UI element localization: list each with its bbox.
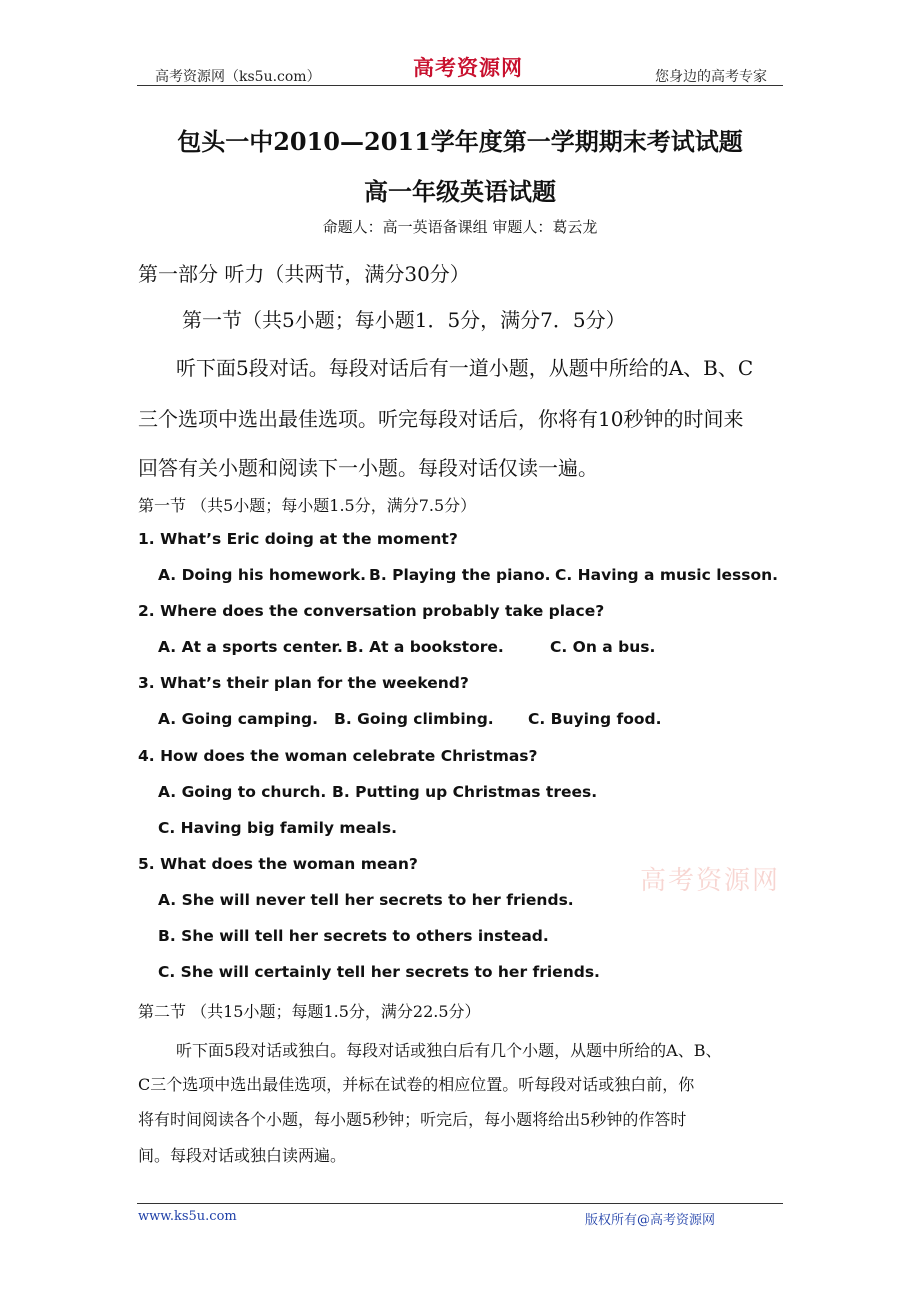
question-5-option-a: A. She will never tell her secrets to her friends. xyxy=(158,891,574,909)
instructions-line-2: 三个选项中选出最佳选项。听完每段对话后，你将有10秒钟的时间来 xyxy=(138,407,744,431)
question-5-option-b: B. She will tell her secrets to others instead. xyxy=(158,927,549,945)
footer-copyright: 版权所有@高考资源网 xyxy=(585,1213,716,1228)
question-2-option-c: C. On a bus. xyxy=(550,638,656,656)
question-1-option-a: A. Doing his homework. xyxy=(158,566,367,584)
question-2: 2. Where does the conversation probably take place? xyxy=(138,602,605,620)
question-3-option-a: A. Going camping. xyxy=(158,710,319,728)
question-4-option-c: C. Having big family meals. xyxy=(158,819,397,837)
header-right-text: 您身边的高考专家 xyxy=(655,69,767,85)
section2-instructions-line-4: 间。每段对话或独白读两遍。 xyxy=(138,1146,347,1165)
section2-instructions-line-2: C三个选项中选出最佳选项，并标在试卷的相应位置。听每段对话或独白前，你 xyxy=(138,1075,695,1094)
section1-repeat-heading: 第一节 （共5小题；每小题1.5分，满分7.5分） xyxy=(138,496,477,515)
footer-divider xyxy=(137,1203,783,1204)
page-subtitle: 高一年级英语试题 xyxy=(364,177,556,206)
question-5-option-c: C. She will certainly tell her secrets to her friends. xyxy=(158,963,600,981)
section1-heading: 第一节（共5小题；每小题1．5分，满分7．5分） xyxy=(182,308,626,332)
question-1: 1. What’s Eric doing at the moment? xyxy=(138,530,458,548)
question-3: 3. What’s their plan for the weekend? xyxy=(138,674,469,692)
question-4-option-b: B. Putting up Christmas trees. xyxy=(332,783,598,801)
instructions-line-3: 回答有关小题和阅读下一小题。每段对话仅读一遍。 xyxy=(138,456,598,480)
question-5: 5. What does the woman mean? xyxy=(138,855,418,873)
question-4-option-a: A. Going to church. xyxy=(158,783,327,801)
question-2-option-b: B. At a bookstore. xyxy=(346,638,504,656)
section2-instructions-line-1: 听下面5段对话或独白。每段对话或独白后有几个小题，从题中所给的A、B、 xyxy=(176,1041,722,1060)
part1-heading: 第一部分 听力（共两节，满分30分） xyxy=(138,262,470,286)
footer-link[interactable]: www.ks5u.com xyxy=(138,1209,237,1224)
question-2-option-a: A. At a sports center. xyxy=(158,638,343,656)
section2-instructions-line-3: 将有时间阅读各个小题，每小题5秒钟；听完后，每小题将给出5秒钟的作答时 xyxy=(138,1110,687,1129)
instructions-line-1: 听下面5段对话。每段对话后有一道小题，从题中所给的A、B、C xyxy=(176,356,754,380)
site-logo: 高考资源网 xyxy=(413,55,523,80)
question-1-option-b: B. Playing the piano. xyxy=(369,566,551,584)
watermark-stamp: 高考资源网 xyxy=(640,866,781,896)
question-3-option-c: C. Buying food. xyxy=(528,710,662,728)
header-left-text: 高考资源网（ks5u.com） xyxy=(155,69,321,85)
question-3-option-b: B. Going climbing. xyxy=(334,710,494,728)
authors-line: 命题人：高一英语备课组 审题人：葛云龙 xyxy=(322,218,598,236)
section2-heading: 第二节 （共15小题；每题1.5分，满分22.5分） xyxy=(138,1002,481,1021)
question-4: 4. How does the woman celebrate Christmas? xyxy=(138,747,538,765)
question-1-option-c: C. Having a music lesson. xyxy=(555,566,779,584)
header-divider xyxy=(137,85,783,86)
page-title: 包头一中2010—2011学年度第一学期期末考试试题 xyxy=(177,127,743,156)
